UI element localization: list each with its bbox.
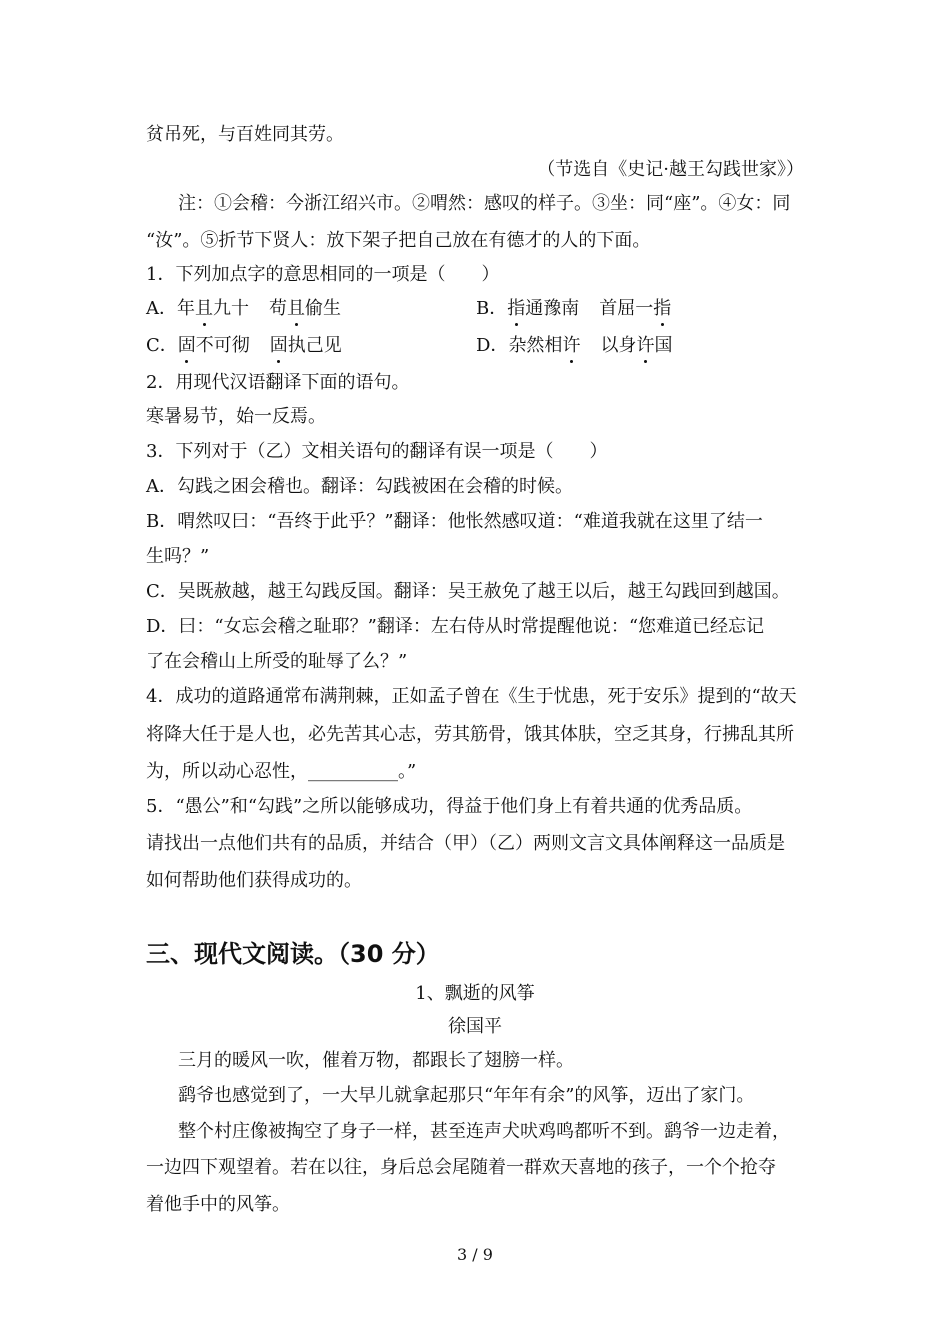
q1-option-d: D．杂然相许 以身许国 [476,335,673,356]
q3-option-a: A．勾践之困会稽也。翻译：勾践被困在会稽的时候。 [146,476,573,497]
emphasis-dot-char: 指 [653,298,672,319]
q3-option-b-line-1: B．喟然叹曰：“吾终于此乎？”翻译：他怅然感叹道：“难道我就在这里了结一 [146,511,763,532]
emphasis-dot-char: 固 [177,335,196,356]
q3-option-c: C．吴既赦越，越王勾践反国。翻译：吴王赦免了越王以后，越王勾践回到越国。 [146,581,790,602]
q1-stem: 1．下列加点字的意思相同的一项是（ ） [146,264,500,285]
emphasis-dot-char: 固 [269,335,288,356]
article-author: 徐国平 [448,1016,502,1037]
q4-line-3: 为，所以动心忍性，__________。” [146,761,417,782]
emphasis-dot-char: 许 [562,335,581,356]
note-line-1: 注：①会稽：今浙江绍兴市。②喟然：感叹的样子。③坐：同“座”。④女：同 [178,193,791,214]
q1-option-b: B．指通豫南 首屈一指 [476,298,672,319]
q1-option-a: A．年且九十 苟且偷生 [146,298,341,319]
passage-source: （节选自《史记·越王勾践世家》） [537,159,804,180]
emphasis-dot-char: 指 [507,298,526,319]
q5-line-2: 请找出一点他们共有的品质，并结合（甲）（乙）两则文言文具体阐释这一品质是 [146,833,785,854]
page-number: 3 / 9 [457,1245,493,1264]
emphasis-dot-char: 且 [287,298,305,319]
q3-option-b-line-2: 生吗？” [146,546,210,567]
note-line-2: “汝”。⑤折节下贤人：放下架子把自己放在有德才的人的下面。 [146,230,651,251]
q3-option-d-line-1: D．曰：“女忘会稽之耻耶？”翻译：左右侍从时常提醒他说：“您难道已经忘记 [146,616,765,637]
q4-line-2: 将降大任于是人也，必先苦其心志，劳其筋骨，饿其体肤，空乏其身，行拂乱其所 [146,724,794,745]
article-title: 1、飘逝的风筝 [415,983,535,1004]
q1-option-c: C．固不可彻 固执己见 [146,335,342,356]
q2-sentence: 寒暑易节，始一反焉。 [146,406,326,427]
q5-line-3: 如何帮助他们获得成功的。 [146,870,362,891]
emphasis-dot-char: 许 [636,335,655,356]
q3-stem: 3．下列对于（乙）文相关语句的翻译有误一项是（ ） [146,441,608,462]
article-paragraph-3-line-3: 着他手中的风筝。 [146,1194,290,1215]
emphasis-dot-char: 且 [195,298,213,319]
article-paragraph-2: 鹞爷也感觉到了，一大早儿就拿起那只“年年有余”的风筝，迈出了家门。 [178,1085,755,1106]
section-heading: 三、现代文阅读。（30 分） [146,940,440,968]
q5-line-1: 5．“愚公”和“勾践”之所以能够成功，得益于他们身上有着共通的优秀品质。 [146,796,753,817]
q3-option-d-line-2: 了在会稽山上所受的耻辱了么？” [146,651,408,672]
article-paragraph-3-line-2: 一边四下观望着。若在以往，身后总会尾随着一群欢天喜地的孩子，一个个抢夺 [146,1157,776,1178]
passage-tail-line: 贫吊死，与百姓同其劳。 [146,124,344,145]
article-paragraph-3-line-1: 整个村庄像被掏空了身子一样，甚至连声犬吠鸡鸣都听不到。鹞爷一边走着， [178,1121,790,1142]
q2-stem: 2．用现代汉语翻译下面的语句。 [146,372,410,393]
q4-line-1: 4．成功的道路通常布满荆棘，正如孟子曾在《生于忧患，死于安乐》提到的“故天 [146,686,797,707]
article-paragraph-1: 三月的暖风一吹，催着万物，都跟长了翅膀一样。 [178,1050,574,1071]
